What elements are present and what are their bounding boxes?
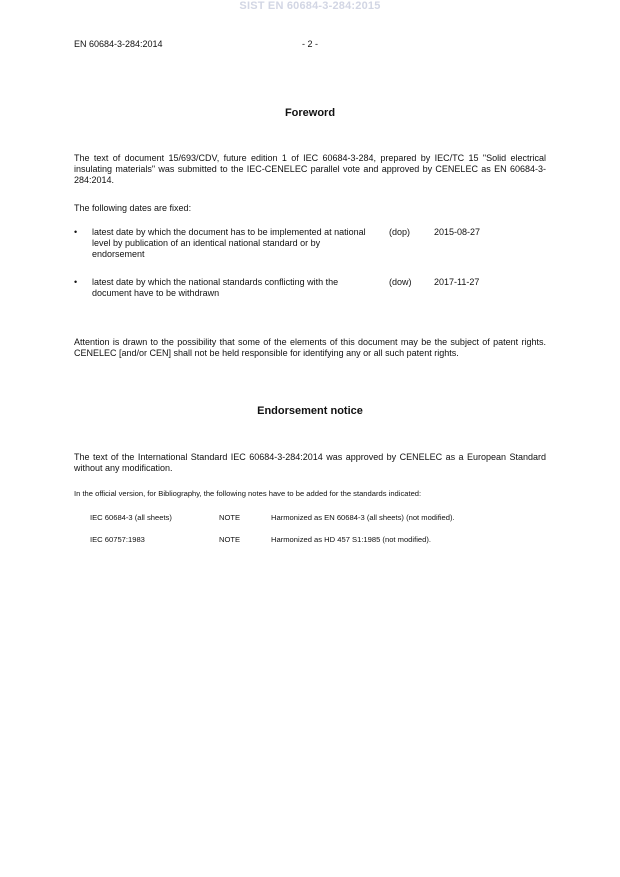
header-document-id: EN 60684-3-284:2014: [74, 39, 163, 49]
bullet: •: [74, 227, 78, 237]
bullet: •: [74, 277, 78, 287]
foreword-intro: The text of document 15/693/CDV, future edition 1 of IEC 60684-3-284, prepared by IEC/TC 15 "Solid electrical insulating materials" was submitted to the IEC-CENELEC parallel vote and approved by CENELEC as EN 60684-3-284:2014.: [74, 153, 546, 185]
endorsement-text: The text of the International Standard IEC 60684-3-284:2014 was approved by CENELEC as a European Standard without any modification.: [74, 452, 546, 473]
header-page-number: - 2 -: [301, 39, 318, 49]
note-label: NOTE: [219, 535, 241, 544]
endorsement-title: Endorsement notice: [257, 405, 363, 417]
dates-intro: The following dates are fixed:: [74, 203, 192, 213]
date-item-text: latest date by which the document has to be implemented at national level by publication of an identical national standard or by endorsement: [92, 227, 366, 259]
date-item-code: (dop): [389, 227, 411, 237]
bibliography-intro: In the official version, for Bibliography, the following notes have to be added for the standards indicated:: [74, 489, 422, 498]
watermark: SIST EN 60684-3-284:2015: [239, 0, 381, 12]
date-item-text: latest date by which the national standards conflicting with the document have to be withdrawn: [92, 277, 339, 298]
date-item-date: 2017-11-27: [434, 277, 480, 287]
foreword-title: Foreword: [284, 107, 336, 119]
note-standard: IEC 60684-3 (all sheets): [90, 513, 172, 522]
note-standard: IEC 60757:1983: [90, 535, 145, 544]
note-label: NOTE: [219, 513, 241, 522]
attention-paragraph: Attention is drawn to the possibility that some of the elements of this document may be the subject of patent rights. CENELEC [and/or CEN] shall not be held responsible for identifying any or all such patent rights.: [74, 337, 546, 358]
date-item-code: (dow): [389, 277, 412, 287]
note-text: Harmonized as EN 60684-3 (all sheets) (not modified).: [271, 513, 455, 522]
date-item-date: 2015-08-27: [434, 227, 481, 237]
note-text: Harmonized as HD 457 S1:1985 (not modified).: [271, 535, 431, 544]
